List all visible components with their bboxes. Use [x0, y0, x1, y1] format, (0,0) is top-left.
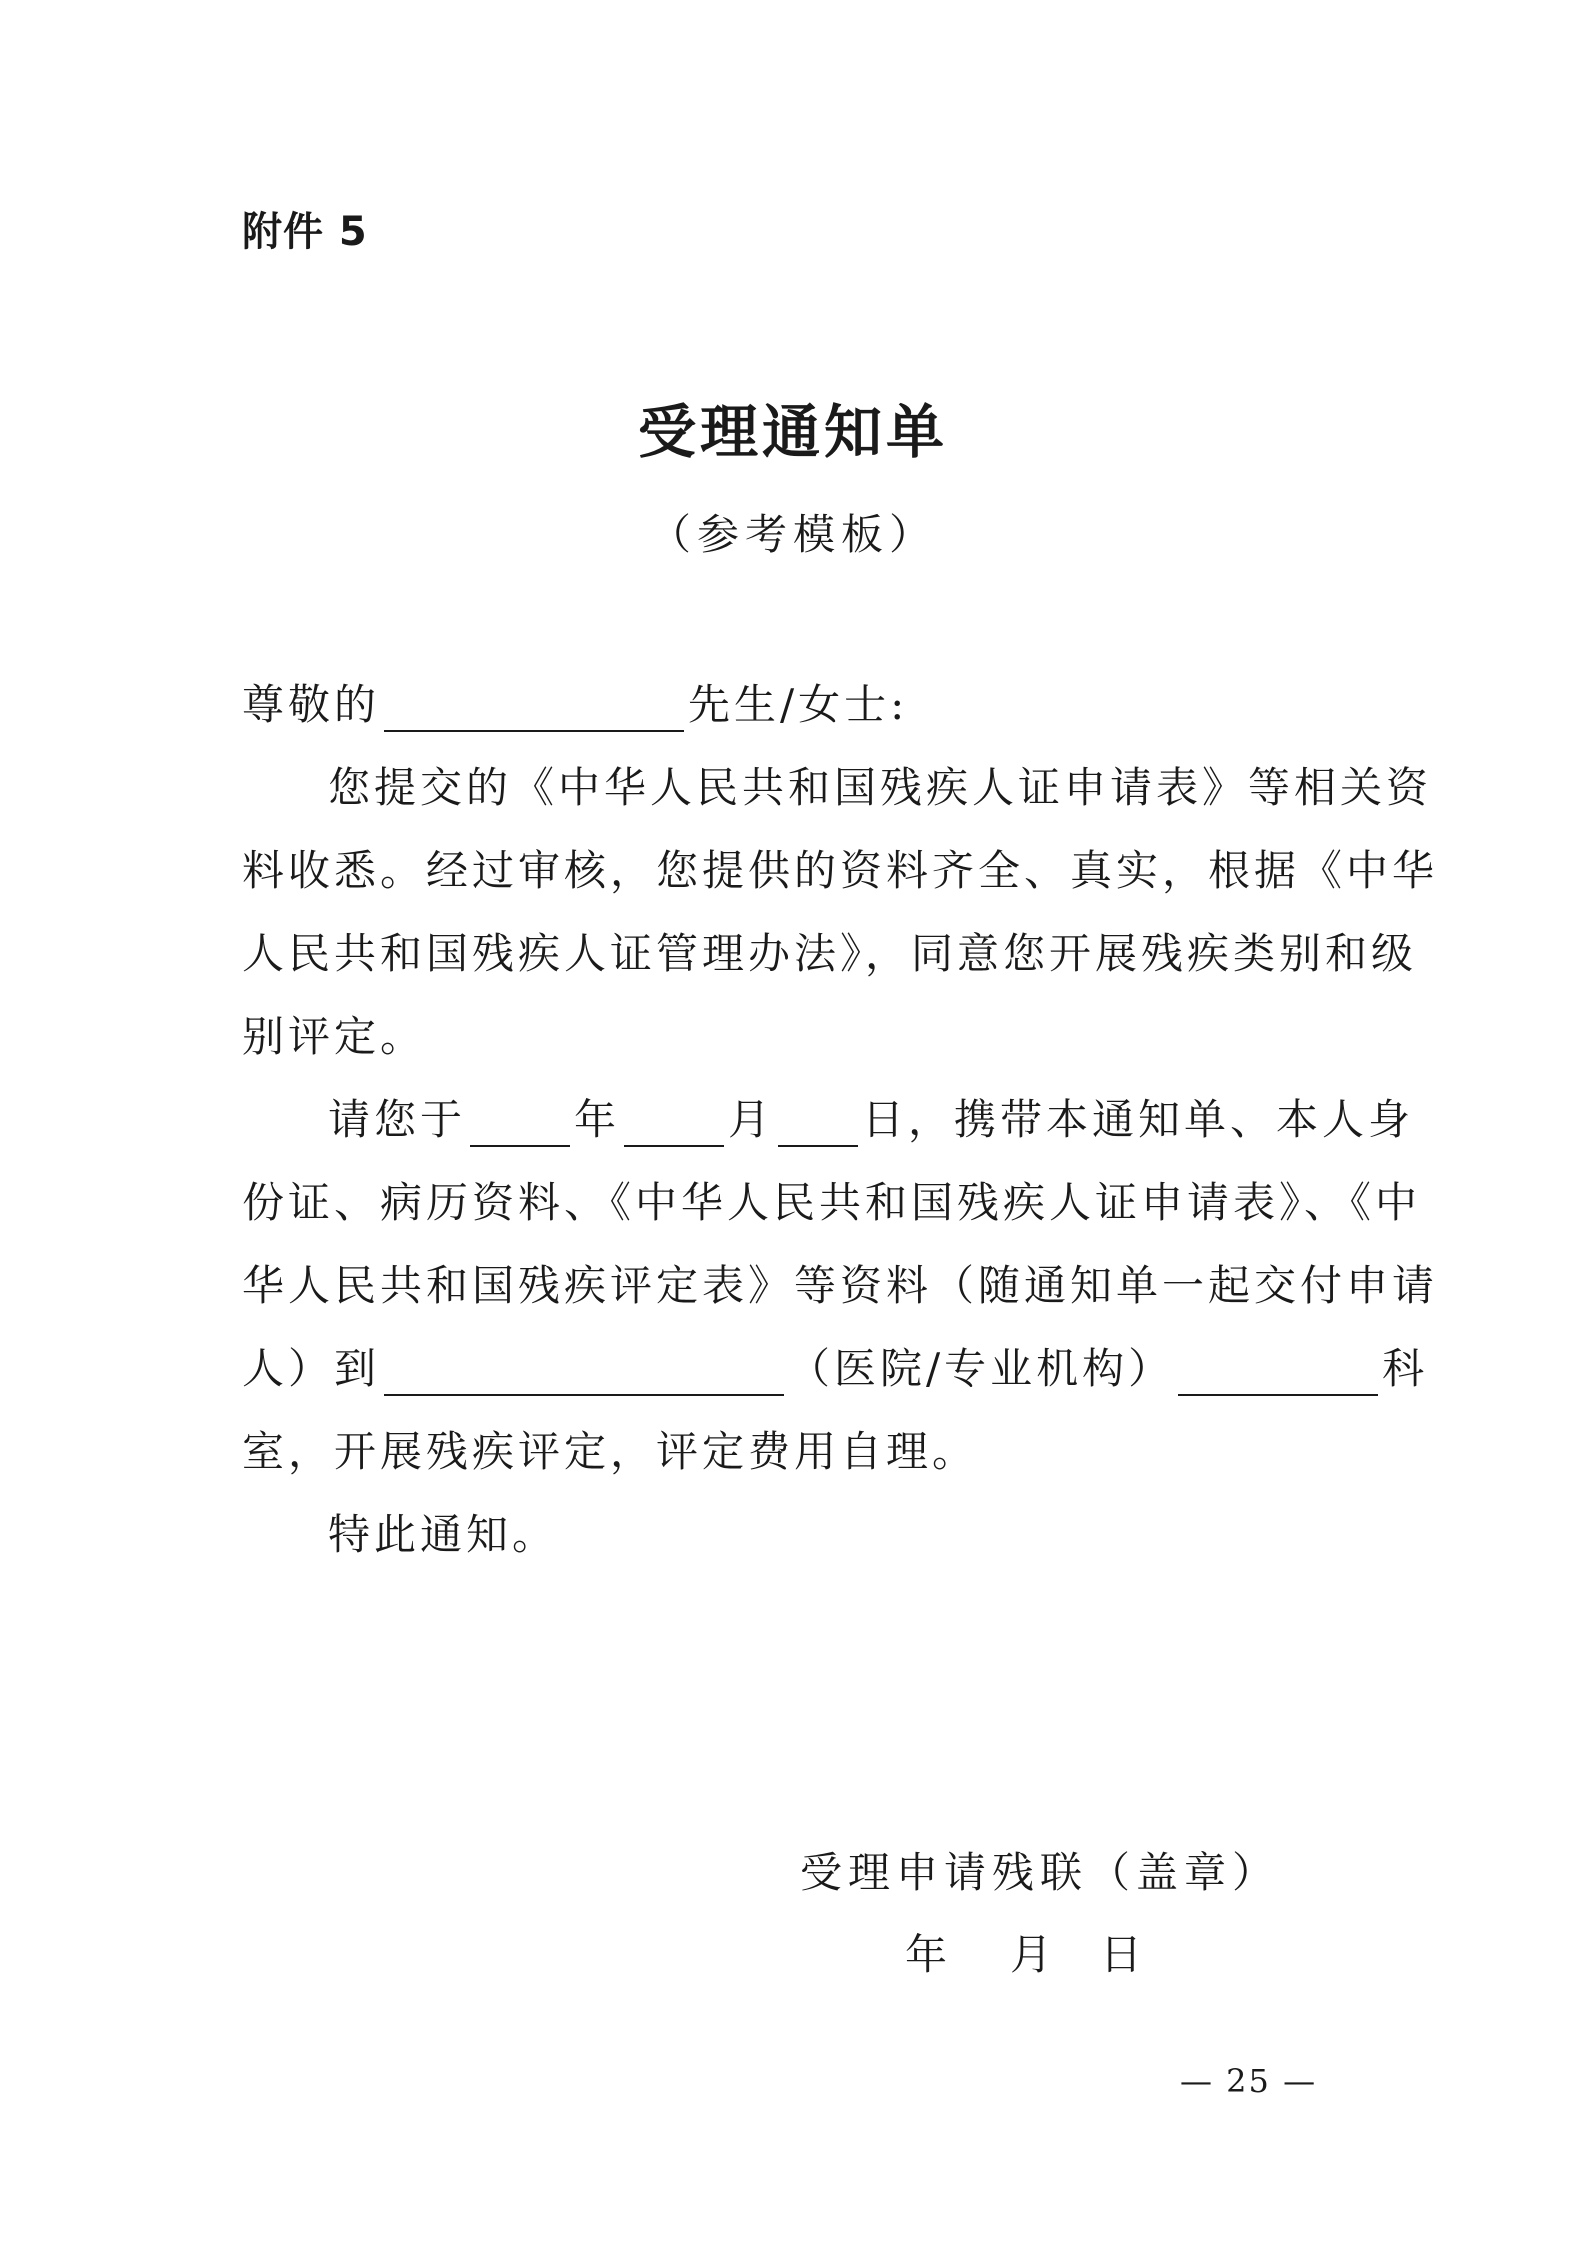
- paragraph1-line2: 料收悉。经过审核，您提供的资料齐全、真实，根据《中华: [242, 846, 1439, 895]
- paragraph2-line1: [328, 1087, 1414, 1147]
- day-label: 日，携带本通知单、本人身: [862, 1095, 1415, 1144]
- paragraph2-line3: 华人民共和国残疾评定表》等资料（随通知单一起交付申请: [242, 1261, 1439, 1310]
- attachment-label: 附件 5: [242, 209, 368, 255]
- paragraph2-line2: 份证、病历资料、《中华人民共和国残疾人证申请表》、《中: [242, 1178, 1422, 1227]
- institution-blank[interactable]: [384, 1350, 784, 1396]
- paragraph2-line4-end: 科: [1382, 1344, 1429, 1393]
- closing-text: 特此通知。: [328, 1510, 559, 1559]
- name-blank[interactable]: [384, 686, 684, 732]
- salutation-prefix: 尊敬的: [242, 680, 381, 729]
- day-blank[interactable]: [778, 1101, 858, 1147]
- document-subtitle: （参考模板）: [648, 510, 937, 559]
- month-label: 月: [728, 1095, 775, 1144]
- signature-month: 月: [1010, 1930, 1059, 1979]
- paragraph2-line5: 室，开展残疾评定，评定费用自理。: [242, 1427, 979, 1476]
- signature-org: 受理申请残联（盖章）: [800, 1848, 1281, 1897]
- paragraph2-start: 请您于: [328, 1095, 467, 1144]
- paragraph2-line4: [242, 1336, 1428, 1396]
- paragraph1-line3: 人民共和国残疾人证管理办法》，同意您开展残疾类别和级: [242, 929, 1418, 978]
- signature-year: 年: [905, 1930, 954, 1979]
- paragraph2-line4-start: 人）到: [242, 1344, 381, 1393]
- institution-type: （医院/专业机构）: [788, 1344, 1175, 1393]
- month-blank[interactable]: [624, 1101, 724, 1147]
- page-number: — 25 —: [1180, 2062, 1318, 2100]
- year-blank[interactable]: [470, 1101, 570, 1147]
- department-blank[interactable]: [1178, 1350, 1378, 1396]
- paragraph1-line1: 您提交的《中华人民共和国残疾人证申请表》等相关资: [328, 763, 1433, 812]
- signature-day: 日: [1100, 1930, 1149, 1979]
- salutation-line: [242, 672, 908, 732]
- document-title: 受理通知单: [637, 398, 948, 466]
- year-label: 年: [574, 1095, 621, 1144]
- salutation-suffix: 先生/女士:: [688, 680, 909, 729]
- notice-body: [242, 0, 1439, 1600]
- paragraph1-line4: 别评定。: [242, 1012, 427, 1061]
